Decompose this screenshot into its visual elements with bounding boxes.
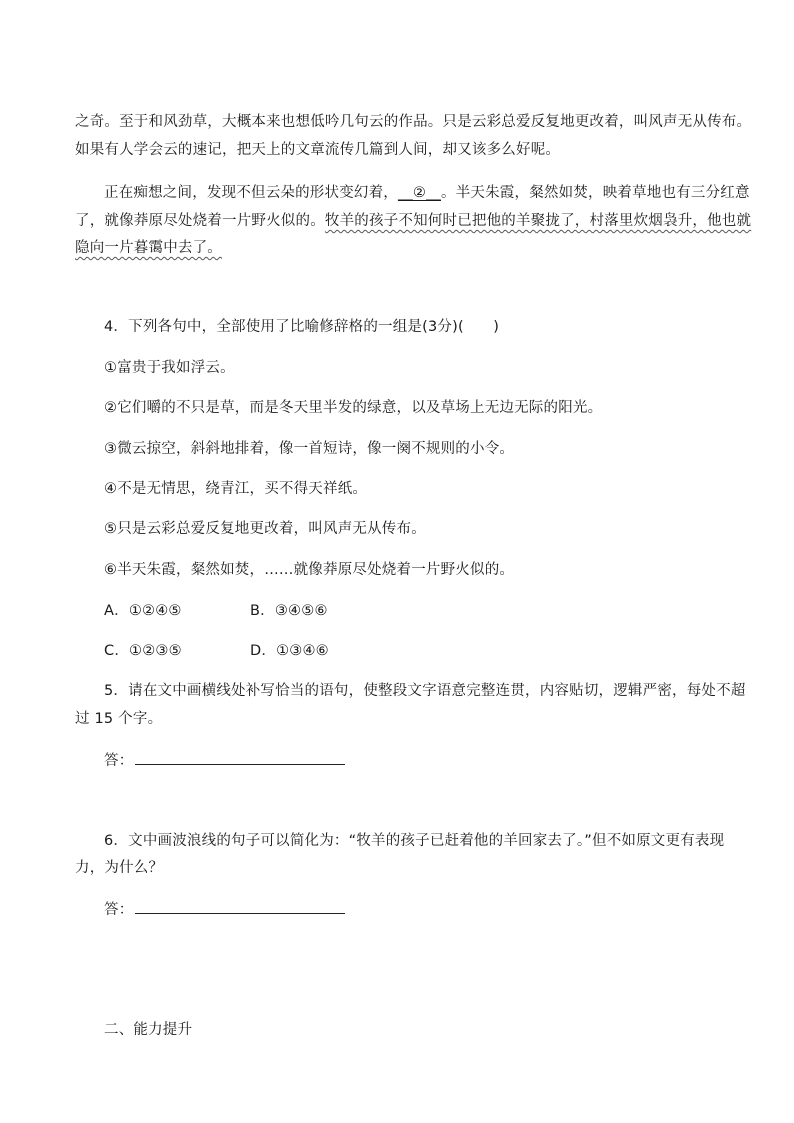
option-c[interactable]: C．①②③⑤ — [104, 643, 182, 659]
question-6-line-2: 力，为什么？ — [75, 860, 164, 876]
passage-text: 了，就像莽原尽处烧着一片野火似的。 — [75, 213, 325, 229]
section-heading: 二、能力提升 — [104, 1022, 193, 1038]
question-6-answer — [104, 899, 345, 920]
wavy-underlined-sentence: 隐向一片暮霭中去了。 — [75, 240, 222, 256]
question-4-options-row-2 — [104, 641, 329, 661]
answer-label: 答： — [104, 753, 134, 769]
option-b[interactable]: B．③④⑤⑥ — [250, 603, 328, 619]
wavy-underlined-sentence: 牧羊的孩子不知何时已把他的羊聚拢了，村落里炊烟袅升，他也就 — [324, 213, 752, 229]
passage-text: 。半天朱霞，粲然如焚，映着草地也有三分红意 — [441, 185, 750, 201]
answer-label: 答： — [104, 902, 134, 918]
question-6-line-1: 6．文中画波浪线的句子可以简化为：“牧羊的孩子已赶着他的羊回家去了。”但不如原文更有表现 — [104, 833, 725, 849]
question-5-line-2: 过 15 个字。 — [75, 711, 163, 727]
passage-line-2: 如果有人学会云的速记，把天上的文章流传几篇到人间，却又该多么好呢。 — [75, 142, 561, 158]
option-a[interactable]: A．①②④⑤ — [104, 603, 182, 619]
fill-blank-2: __②__ — [398, 185, 441, 201]
passage-line-4 — [75, 211, 751, 231]
question-4-item: ①富贵于我如浮云。 — [104, 360, 235, 376]
question-4-item: ④不是无情思，绕青江，买不得天祥纸。 — [104, 481, 368, 497]
question-4-item: ②它们嚼的不只是草，而是冬天里半发的绿意，以及草场上无边无际的阳光。 — [104, 400, 603, 416]
answer-blank[interactable] — [135, 899, 345, 914]
passage-line-3 — [104, 183, 750, 203]
question-4-options-row-1 — [104, 601, 328, 621]
answer-blank[interactable] — [135, 750, 345, 765]
option-d[interactable]: D．①③④⑥ — [250, 643, 329, 659]
question-4-item: ③微云掠空，斜斜地排着，像一首短诗，像一阕不规则的小令。 — [104, 441, 515, 457]
question-5-line-1: 5．请在文中画横线处补写恰当的语句，使整段文字语意完整连贯，内容贴切，逻辑严密，每处不超 — [104, 683, 746, 699]
passage-line-1: 之奇。至于和风劲草，大概本来也想低吟几句云的作品。只是云彩总爱反复地更改着，叫风声无从传布。 — [75, 114, 752, 130]
passage-text: 正在痴想之间，发现不但云朵的形状变幻着， — [104, 185, 398, 201]
question-5-answer — [104, 750, 345, 771]
question-4-item: ⑥半天朱霞，粲然如焚，……就像莽原尽处烧着一片野火似的。 — [104, 562, 515, 578]
passage-line-5 — [75, 238, 222, 258]
question-4-stem: 4．下列各句中，全部使用了比喻修辞格的一组是(3分)( ) — [104, 319, 500, 335]
question-4-item: ⑤只是云彩总爱反复地更改着，叫风声无从传布。 — [104, 521, 426, 537]
